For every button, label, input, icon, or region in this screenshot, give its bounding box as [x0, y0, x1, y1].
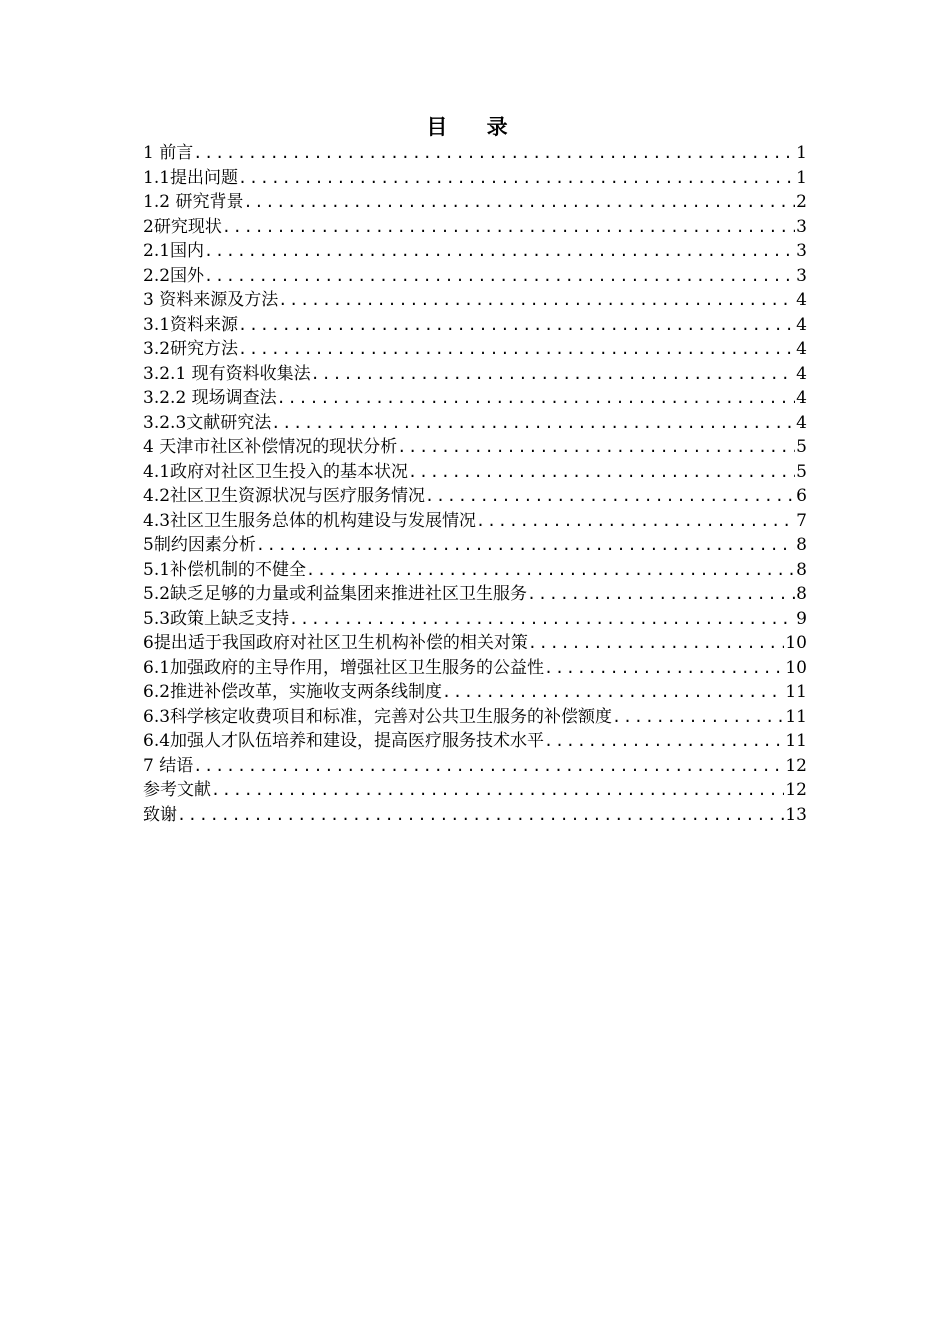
toc-entry-label: 6.4加强人才队伍培养和建设，提高医疗服务技术水平 — [143, 731, 545, 751]
toc-entry[interactable] — [143, 729, 807, 754]
toc-entry-page-number: 4 — [796, 314, 807, 335]
toc-entry-page-number: 10 — [785, 633, 807, 653]
toc-entry[interactable] — [143, 362, 807, 387]
toc-entry-page-number: 11 — [785, 682, 807, 702]
toc-entry-label: 5.1补偿机制的不健全 — [143, 559, 307, 580]
toc-entry[interactable] — [143, 656, 807, 681]
toc-entry[interactable] — [143, 435, 807, 460]
toc-entry-label: 3.2.3文献研究法 — [143, 412, 272, 433]
toc-entry-label: 2.2国外 — [143, 265, 205, 286]
toc-entry[interactable] — [143, 239, 807, 264]
toc-entry-label: 4.2社区卫生资源状况与医疗服务情况 — [143, 486, 426, 506]
toc-entry-page-number: 1 — [796, 167, 807, 188]
toc-entry-label: 3 资料来源及方法 — [143, 290, 279, 310]
toc-entry-page-number: 13 — [785, 804, 807, 825]
toc-entry-label: 3.2研究方法 — [143, 339, 239, 359]
toc-leader-dots — [277, 386, 796, 411]
toc-leader-dots — [222, 215, 795, 240]
toc-entry-label: 7 结语 — [143, 755, 194, 776]
toc-entry-page-number: 11 — [785, 706, 807, 727]
toc-entry-page-number: 8 — [796, 559, 807, 580]
toc-leader-dots — [243, 190, 795, 215]
toc-leader-dots — [612, 705, 784, 730]
toc-leader-dots — [193, 754, 784, 779]
toc-entry-label: 1.2 研究背景 — [143, 192, 244, 212]
toc-entry-page-number: 11 — [785, 731, 807, 751]
toc-leader-dots — [211, 778, 784, 803]
toc-leader-dots — [425, 484, 795, 509]
toc-entry[interactable] — [143, 509, 807, 534]
toc-entry-label: 2.1国内 — [143, 241, 205, 261]
toc-entry-page-number: 8 — [796, 584, 807, 604]
toc-entry-label: 1.1提出问题 — [143, 167, 239, 188]
toc-entry[interactable] — [143, 288, 807, 313]
toc-leader-dots — [238, 313, 795, 338]
toc-entry-label: 6.3科学核定收费项目和标准，完善对公共卫生服务的补偿额度 — [143, 706, 613, 727]
toc-entry[interactable] — [143, 190, 807, 215]
toc-list — [143, 141, 807, 827]
toc-title: 目 录 — [426, 114, 524, 139]
toc-leader-dots — [289, 607, 795, 632]
toc-entry[interactable] — [143, 411, 807, 436]
toc-entry-label: 3.1资料来源 — [143, 314, 239, 335]
toc-leader-dots — [271, 411, 795, 436]
toc-leader-dots — [528, 631, 785, 656]
toc-entry-page-number: 12 — [785, 780, 807, 800]
toc-entry-page-number: 3 — [796, 216, 807, 237]
toc-leader-dots — [527, 582, 795, 607]
toc-leader-dots — [256, 533, 795, 558]
toc-entry-label: 3.2.1 现有资料收集法 — [143, 363, 311, 384]
toc-entry-page-number: 5 — [796, 437, 807, 457]
toc-entry-page-number: 12 — [785, 755, 807, 776]
toc-leader-dots — [397, 435, 795, 460]
toc-entry[interactable] — [143, 484, 807, 509]
toc-leader-dots — [408, 460, 795, 485]
toc-entry-page-number: 5 — [796, 461, 807, 482]
toc-entry-page-number: 10 — [785, 657, 807, 678]
toc-leader-dots — [238, 166, 795, 191]
toc-entry[interactable] — [143, 607, 807, 632]
toc-entry[interactable] — [143, 631, 807, 656]
toc-entry-page-number: 9 — [796, 608, 807, 629]
toc-entry[interactable] — [143, 141, 807, 166]
toc-entry-label: 致谢 — [143, 804, 177, 825]
toc-entry-page-number: 8 — [796, 535, 807, 555]
toc-entry-page-number: 4 — [796, 363, 807, 384]
toc-entry-label: 2研究现状 — [143, 216, 222, 237]
toc-entry[interactable] — [143, 386, 807, 411]
toc-entry[interactable] — [143, 460, 807, 485]
toc-entry[interactable] — [143, 337, 807, 362]
toc-entry-page-number: 4 — [796, 339, 807, 359]
toc-leader-dots — [544, 729, 784, 754]
toc-entry[interactable] — [143, 778, 807, 803]
toc-entry[interactable] — [143, 264, 807, 289]
toc-entry[interactable] — [143, 215, 807, 240]
toc-entry-label: 6提出适于我国政府对社区卫生机构补偿的相关对策 — [143, 633, 528, 653]
toc-entry[interactable] — [143, 533, 807, 558]
toc-leader-dots — [238, 337, 795, 362]
toc-leader-dots — [204, 239, 795, 264]
toc-entry-label: 1 前言 — [143, 143, 194, 163]
toc-entry-page-number: 3 — [796, 241, 807, 261]
toc-entry[interactable] — [143, 680, 807, 705]
toc-entry[interactable] — [143, 582, 807, 607]
toc-entry[interactable] — [143, 754, 807, 779]
toc-leader-dots — [204, 264, 795, 289]
toc-leader-dots — [311, 362, 796, 387]
toc-entry-page-number: 4 — [796, 388, 807, 408]
toc-entry-page-number: 4 — [796, 290, 807, 310]
toc-entry-page-number: 4 — [796, 412, 807, 433]
toc-entry-label: 6.1加强政府的主导作用，增强社区卫生服务的公益性 — [143, 657, 545, 678]
toc-entry-page-number: 3 — [796, 265, 807, 286]
toc-leader-dots — [278, 288, 795, 313]
toc-entry-label: 6.2推进补偿改革，实施收支两条线制度 — [143, 682, 443, 702]
toc-leader-dots — [177, 803, 784, 828]
toc-entry-page-number: 1 — [796, 143, 807, 163]
toc-entry-label: 4 天津市社区补偿情况的现状分析 — [143, 437, 398, 457]
toc-entry-label: 3.2.2 现场调查法 — [143, 388, 277, 408]
toc-entry-label: 5制约因素分析 — [143, 535, 256, 555]
toc-entry[interactable] — [143, 705, 807, 730]
toc-entry-label: 5.2缺乏足够的力量或利益集团来推进社区卫生服务 — [143, 584, 528, 604]
toc-entry-page-number: 2 — [796, 192, 807, 212]
toc-entry-label: 4.3社区卫生服务总体的机构建设与发展情况 — [143, 510, 477, 531]
toc-entry-label: 4.1政府对社区卫生投入的基本状况 — [143, 461, 409, 482]
toc-entry[interactable] — [143, 166, 807, 191]
toc-leader-dots — [442, 680, 784, 705]
toc-entry[interactable] — [143, 803, 807, 828]
toc-entry[interactable] — [143, 313, 807, 338]
toc-leader-dots — [544, 656, 784, 681]
toc-entry[interactable] — [143, 558, 807, 583]
toc-entry-page-number: 6 — [796, 486, 807, 506]
toc-leader-dots — [306, 558, 795, 583]
toc-leader-dots — [193, 141, 795, 166]
toc-entry-label: 参考文献 — [143, 780, 211, 800]
toc-entry-page-number: 7 — [796, 510, 807, 531]
toc-leader-dots — [476, 509, 795, 534]
toc-entry-label: 5.3政策上缺乏支持 — [143, 608, 290, 629]
